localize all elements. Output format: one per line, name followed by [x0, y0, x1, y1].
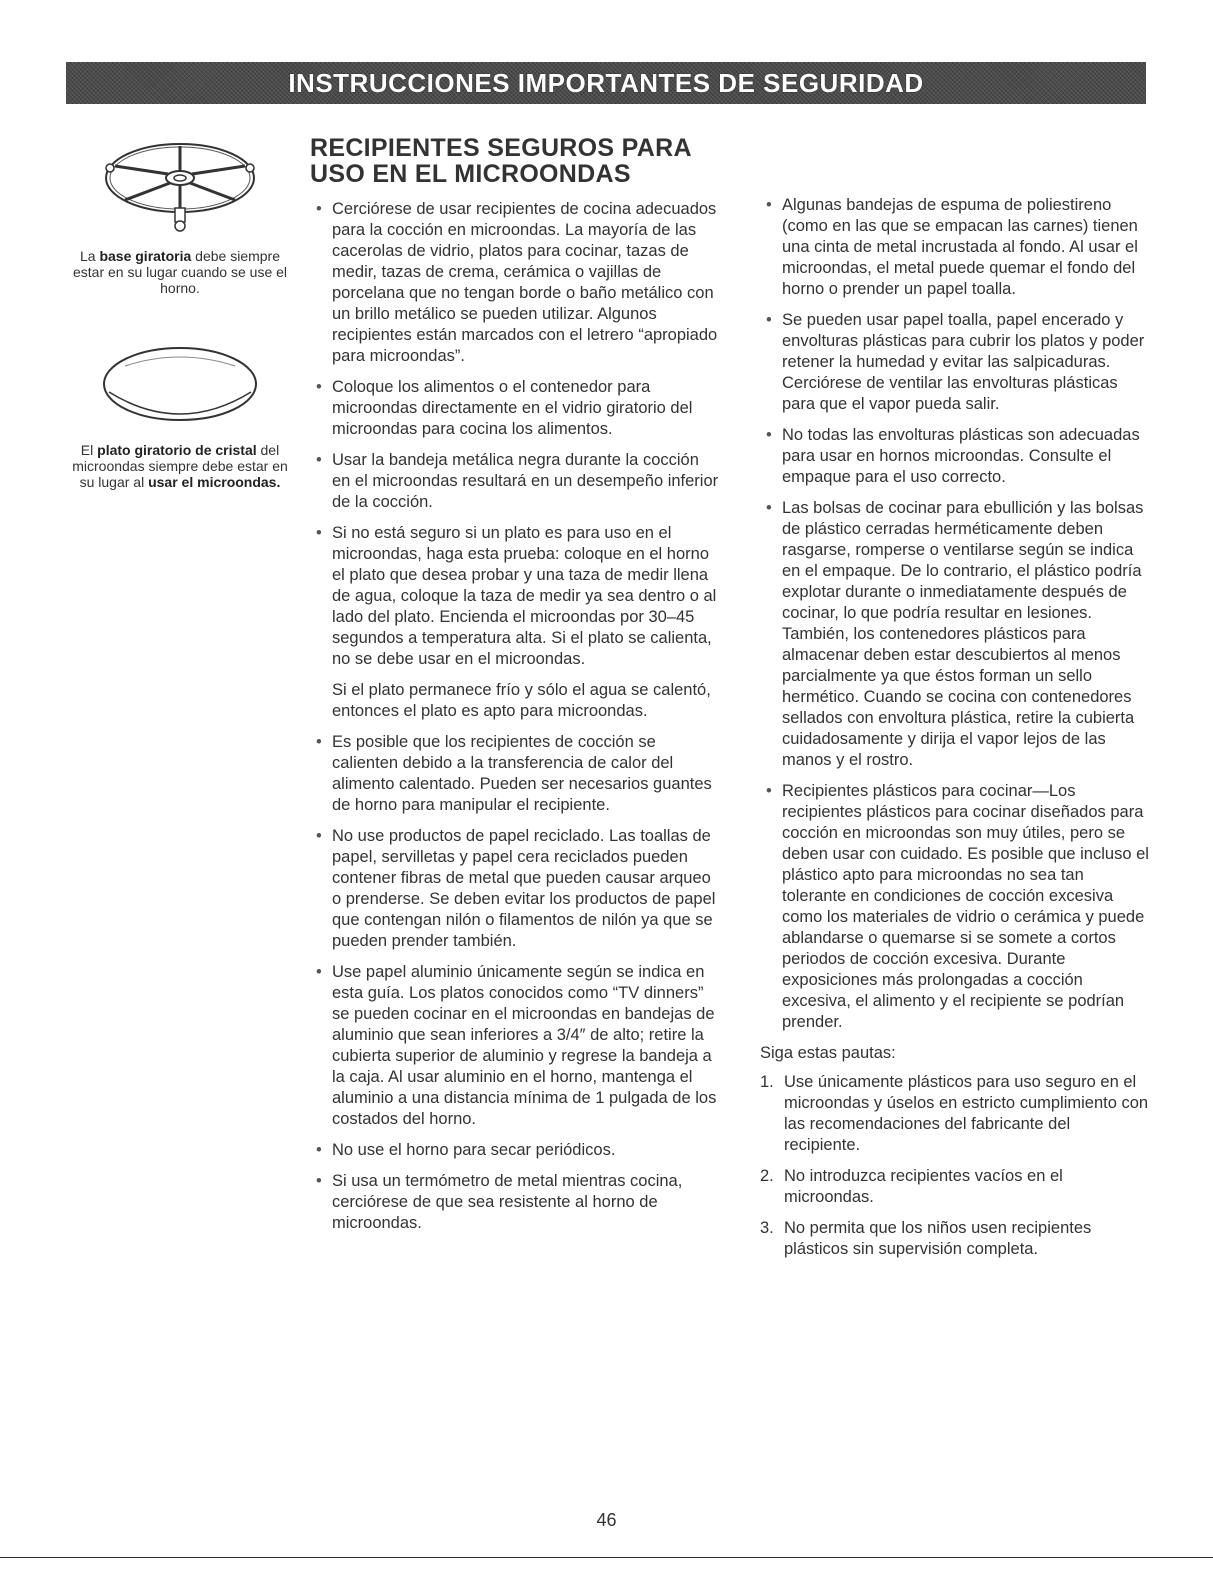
list-item: 1. Use únicamente plásticos para uso seguro en el microondas y úselos en estricto cumplimiento con las recomendaciones del fabricante del recipiente.: [760, 1073, 1149, 1154]
test-result-note: Si el plato permanece frío y sólo el agua se calentó, entonces el plato es apto para microondas.: [332, 681, 711, 720]
list-item: • Coloque los alimentos o el contenedor para microondas directamente en el vidrio giratorio del microondas para cocina los alimentos.: [310, 377, 720, 440]
right-bullet-list: [760, 195, 1150, 1033]
list-item: • Si usa un termómetro de metal mientras cocina, cerciórese de que sea resistente al horno de microondas.: [310, 1171, 720, 1234]
list-item: 2. No introduzca recipientes vacíos en el microondas.: [760, 1167, 1063, 1206]
middle-column: [310, 135, 720, 1244]
glass-tray-caption: El plato giratorio de cristal del microondas siempre debe estar en su lugar al usar el microondas.: [72, 442, 288, 490]
list-item: • Algunas bandejas de espuma de poliestireno (como en las que se empacan las carnes) tienen una cinta de metal incrustada al fondo. Al usar el microondas, el metal puede quemar el fondo del horno o prender un papel toalla.: [760, 195, 1150, 300]
page-number: 46: [596, 1510, 617, 1530]
left-bullet-list: [310, 199, 720, 1234]
list-item: • Use papel aluminio únicamente según se indica en esta guía. Los platos conocidos como “TV dinners” se pueden cocinar en el microondas en bandejas de aluminio que sean inferiores a 3/4″ de alto; retire la cubierta superior de aluminio y regrese la bandeja a la caja. Al usar aluminio en el horno, mantenga el aluminio a una distancia mínima de 1 pulgada de los costados del horno.: [310, 962, 720, 1130]
list-item: • Recipientes plásticos para cocinar—Los recipientes plásticos para cocinar diseñados para cocción en microondas son muy útiles, pero se deben usar con cuidado. Es posible que incluso el plástico apto para microondas no sea tan tolerante en condiciones de cocción excesiva como los materiales de vidrio o cerámica y puede ablandarse o quemarse si se somete a cortos periodos de cocción excesiva. Durante exposiciones más prolongadas a cocción excesiva, el alimento y el recipiente se podrían prender.: [760, 781, 1150, 1033]
list-item: • Cerciórese de usar recipientes de cocina adecuados para la cocción en microondas. La mayoría de las cacerolas de vidrio, platos para cocinar, tazas de medir, tazas de crema, cerámica o vajillas de porcelana que no tengan borde o baño metálico con un brillo metálico se pueden utilizar. Algunos recipientes están marcados con el letrero “apropiado para microondas”.: [310, 199, 720, 367]
list-item: • Las bolsas de cocinar para ebullición y las bolsas de plástico cerradas herméticamente deben rasgarse, romperse o ventilarse según se indica en el empaque. De lo contrario, el plástico podría explotar durante o inmediatamente después de cocinar, lo que podría resultar en lesiones. También, los contenedores plásticos para almacenar deben estar descubiertos al menos parcialmente ya que éstos forman un sello hermético. Cuando se cocina con contenedores sellados con envoltura plástica, retire la cubierta cuidadosamente y dirija el vapor lejos de las manos y el rostro.: [760, 498, 1150, 771]
list-item: • Es posible que los recipientes de cocción se calienten debido a la transferencia de calor del alimento calentado. Pueden ser necesarios guantes de horno para manipular el recipiente.: [310, 732, 720, 816]
section-banner: [66, 62, 1146, 104]
turntable-support-icon: [95, 130, 265, 242]
right-column: [760, 195, 1150, 1270]
list-item: • No use el horno para secar periódicos.: [310, 1140, 720, 1161]
turntable-support-caption: La base giratoria debe siempre estar en su lugar cuando se use el horno.: [72, 248, 288, 296]
glass-tray-icon: [95, 336, 265, 436]
list-item: • No use productos de papel reciclado. Las toallas de papel, servilletas y papel cera reciclados pueden contener fibras de metal que pueden causar arqueo o prenderse. Se deben evitar los productos de papel que contengan nilón o filamentos de nilón ya que se pueden prender también.: [310, 826, 720, 952]
guidelines-intro: Siga estas pautas:: [760, 1044, 896, 1062]
page-title: RECIPIENTES SEGUROS PARA USO EN EL MICROONDAS: [310, 134, 691, 188]
banner-title: INSTRUCCIONES IMPORTANTES DE SEGURIDAD: [288, 67, 924, 98]
sidebar-figures: [70, 130, 290, 490]
list-item: 3. No permita que los niños usen recipientes plásticos sin supervisión completa.: [760, 1219, 1092, 1258]
list-item: • Usar la bandeja metálica negra durante la cocción en el microondas resultará en un desempeño inferior de la cocción.: [310, 450, 720, 513]
list-item: • Se pueden usar papel toalla, papel encerado y envolturas plásticas para cubrir los platos y poder retener la humedad y evitar las salpicaduras. Cerciórese de ventilar las envolturas plásticas para que el vapor pueda salir.: [760, 310, 1150, 415]
list-item: • No todas las envolturas plásticas son adecuadas para usar en hornos microondas. Consulte el empaque para el uso correcto.: [760, 425, 1150, 488]
list-item: • Si no está seguro si un plato es para uso en el microondas, haga esta prueba: coloque en el horno el plato que desea probar y una taza de medir llena de agua, coloque la taza de medir ya sea dentro o al lado del plato. Encienda el microondas por 30–45 segundos a temperatura alta. Si el plato se calienta, no se debe usar en el microondas. Si el plato permanece frío y sólo el agua se calentó, entonces el plato es apto para microondas.: [310, 523, 720, 722]
bottom-divider: [0, 1557, 1213, 1558]
guidelines-list: [760, 1072, 1150, 1260]
